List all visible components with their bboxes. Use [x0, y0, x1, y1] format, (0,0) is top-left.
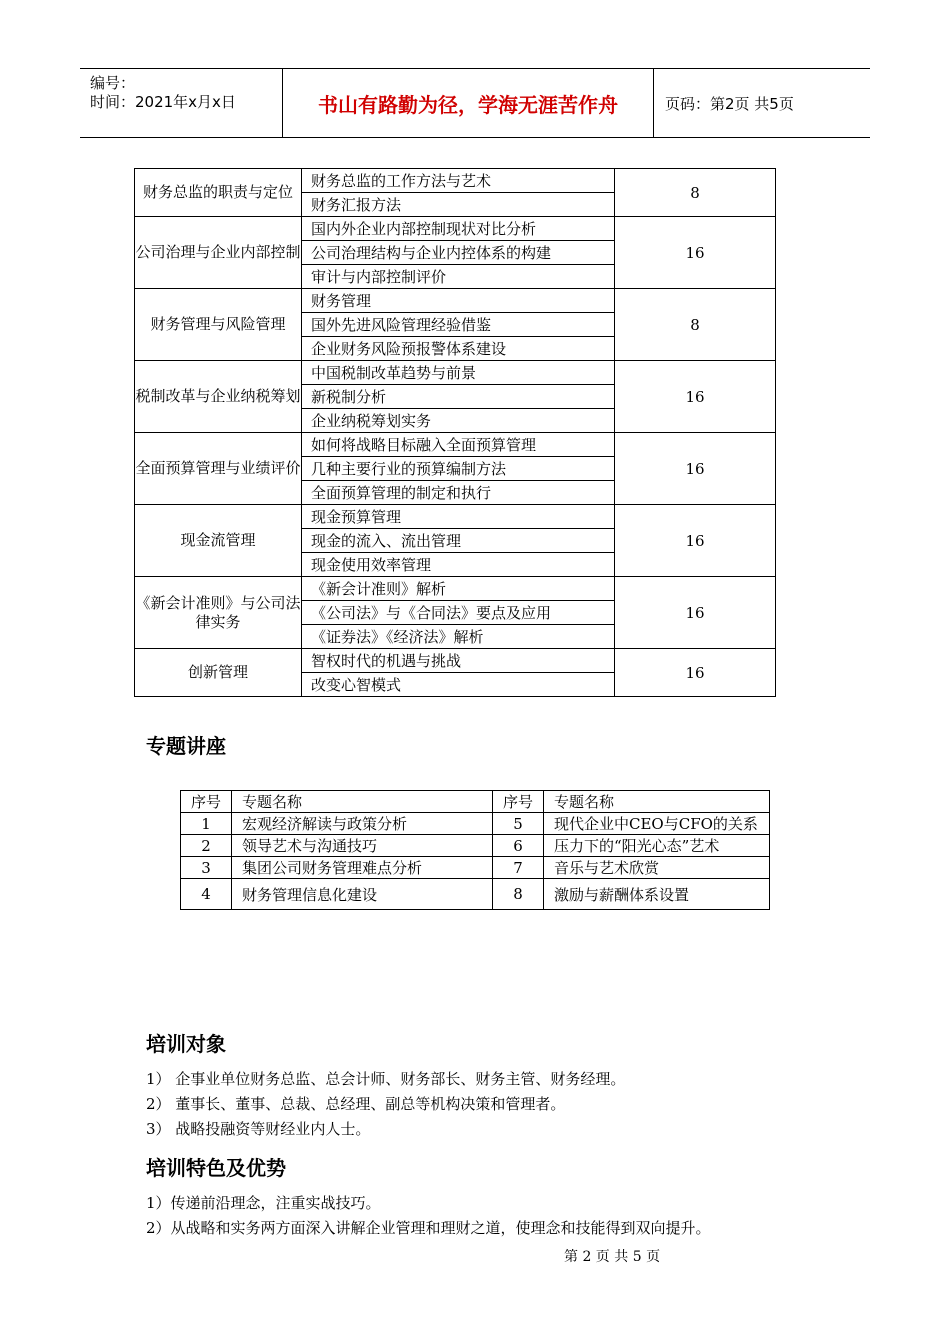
- module-topic: 企业财务风险预报警体系建设: [302, 337, 615, 361]
- module-topic: 全面预算管理的制定和执行: [302, 481, 615, 505]
- audience-title: 培训对象: [146, 1032, 226, 1056]
- module-name: 现金流管理: [135, 505, 302, 577]
- module-topic: 国内外企业内部控制现状对比分析: [302, 217, 615, 241]
- module-hours: 16: [615, 505, 776, 577]
- module-topic: 现金预算管理: [302, 505, 615, 529]
- module-topic: 《证券法》《经济法》解析: [302, 625, 615, 649]
- features-title: 培训特色及优势: [146, 1156, 286, 1180]
- module-topic: 几种主要行业的预算编制方法: [302, 457, 615, 481]
- feature-item: 2）从战略和实务两方面深入讲解企业管理和理财之道，使理念和技能得到双向提升。: [146, 1219, 711, 1237]
- module-hours: 8: [615, 169, 776, 217]
- lectures-title: 专题讲座: [146, 734, 226, 758]
- lecture-table: [180, 790, 770, 910]
- feature-item: 1）传递前沿理念，注重实战技巧。: [146, 1194, 381, 1212]
- module-topic: 《新会计准则》解析: [302, 577, 615, 601]
- module-name: 公司治理与企业内部控制: [135, 217, 302, 289]
- lecture-header-row: [181, 791, 770, 813]
- lecture-row: [181, 857, 770, 879]
- page-header: [80, 68, 870, 138]
- module-topic: 公司治理结构与企业内控体系的构建: [302, 241, 615, 265]
- page-indicator: 页码：第2页 共5页: [665, 94, 794, 113]
- module-topic: 现金的流入、流出管理: [302, 529, 615, 553]
- lecture-row: [181, 879, 770, 910]
- module-name: 税制改革与企业纳税筹划: [135, 361, 302, 433]
- lecture-topic: 财务管理信息化建设: [232, 879, 493, 910]
- lecture-header-cell: 序号: [181, 791, 232, 813]
- lecture-number: 5: [493, 813, 544, 835]
- motto: 书山有路勤为径，学海无涯苦作舟: [283, 69, 654, 137]
- module-hours: 16: [615, 361, 776, 433]
- module-topic: 智权时代的机遇与挑战: [302, 649, 615, 673]
- module-name: 全面预算管理与业绩评价: [135, 433, 302, 505]
- serial-label: 编号：: [90, 74, 136, 92]
- audience-item: 1） 企事业单位财务总监、总会计师、财务部长、财务主管、财务经理。: [146, 1070, 626, 1088]
- course-row: [135, 217, 776, 241]
- course-row: [135, 361, 776, 385]
- lecture-topic: 集团公司财务管理难点分析: [232, 857, 493, 879]
- lecture-topic: 现代企业中CEO与CFO的关系: [544, 813, 770, 835]
- lecture-number: 8: [493, 879, 544, 910]
- course-table: [134, 168, 776, 697]
- module-topic: 财务总监的工作方法与艺术: [302, 169, 615, 193]
- lecture-topic: 激励与薪酬体系设置: [544, 879, 770, 910]
- lecture-topic: 压力下的“阳光心态”艺术: [544, 835, 770, 857]
- module-hours: 16: [615, 577, 776, 649]
- module-topic: 改变心智模式: [302, 673, 615, 697]
- module-name: 财务管理与风险管理: [135, 289, 302, 361]
- lecture-header-cell: 序号: [493, 791, 544, 813]
- time-label: 时间：2021年x月x日: [90, 93, 236, 111]
- module-name: 创新管理: [135, 649, 302, 697]
- module-topic: 中国税制改革趋势与前景: [302, 361, 615, 385]
- lecture-number: 6: [493, 835, 544, 857]
- lecture-number: 7: [493, 857, 544, 879]
- module-topic: 如何将战略目标融入全面预算管理: [302, 433, 615, 457]
- page-footer: 第 2 页 共 5 页: [564, 1249, 661, 1265]
- lecture-number: 3: [181, 857, 232, 879]
- course-row: [135, 289, 776, 313]
- course-row: [135, 577, 776, 601]
- course-row: [135, 169, 776, 193]
- course-row: [135, 433, 776, 457]
- lecture-row: [181, 835, 770, 857]
- module-hours: 16: [615, 649, 776, 697]
- course-row: [135, 505, 776, 529]
- module-topic: 企业纳税筹划实务: [302, 409, 615, 433]
- module-hours: 16: [615, 217, 776, 289]
- module-topic: 《公司法》与《合同法》要点及应用: [302, 601, 615, 625]
- lecture-topic: 领导艺术与沟通技巧: [232, 835, 493, 857]
- module-topic: 审计与内部控制评价: [302, 265, 615, 289]
- lecture-number: 1: [181, 813, 232, 835]
- lecture-header-cell: 专题名称: [232, 791, 493, 813]
- module-topic: 现金使用效率管理: [302, 553, 615, 577]
- module-hours: 16: [615, 433, 776, 505]
- lecture-topic: 音乐与艺术欣赏: [544, 857, 770, 879]
- lecture-number: 2: [181, 835, 232, 857]
- course-row: [135, 649, 776, 673]
- lecture-topic: 宏观经济解读与政策分析: [232, 813, 493, 835]
- lecture-row: [181, 813, 770, 835]
- module-name: 财务总监的职责与定位: [135, 169, 302, 217]
- module-topic: 财务管理: [302, 289, 615, 313]
- lecture-header-cell: 专题名称: [544, 791, 770, 813]
- module-topic: 新税制分析: [302, 385, 615, 409]
- module-name: 《新会计准则》与公司法律实务: [135, 577, 302, 649]
- lecture-number: 4: [181, 879, 232, 910]
- module-hours: 8: [615, 289, 776, 361]
- audience-item: 3） 战略投融资等财经业内人士。: [146, 1120, 371, 1138]
- module-topic: 国外先进风险管理经验借鉴: [302, 313, 615, 337]
- audience-item: 2） 董事长、董事、总裁、总经理、副总等机构决策和管理者。: [146, 1095, 566, 1113]
- module-topic: 财务汇报方法: [302, 193, 615, 217]
- header-meta: [80, 69, 283, 137]
